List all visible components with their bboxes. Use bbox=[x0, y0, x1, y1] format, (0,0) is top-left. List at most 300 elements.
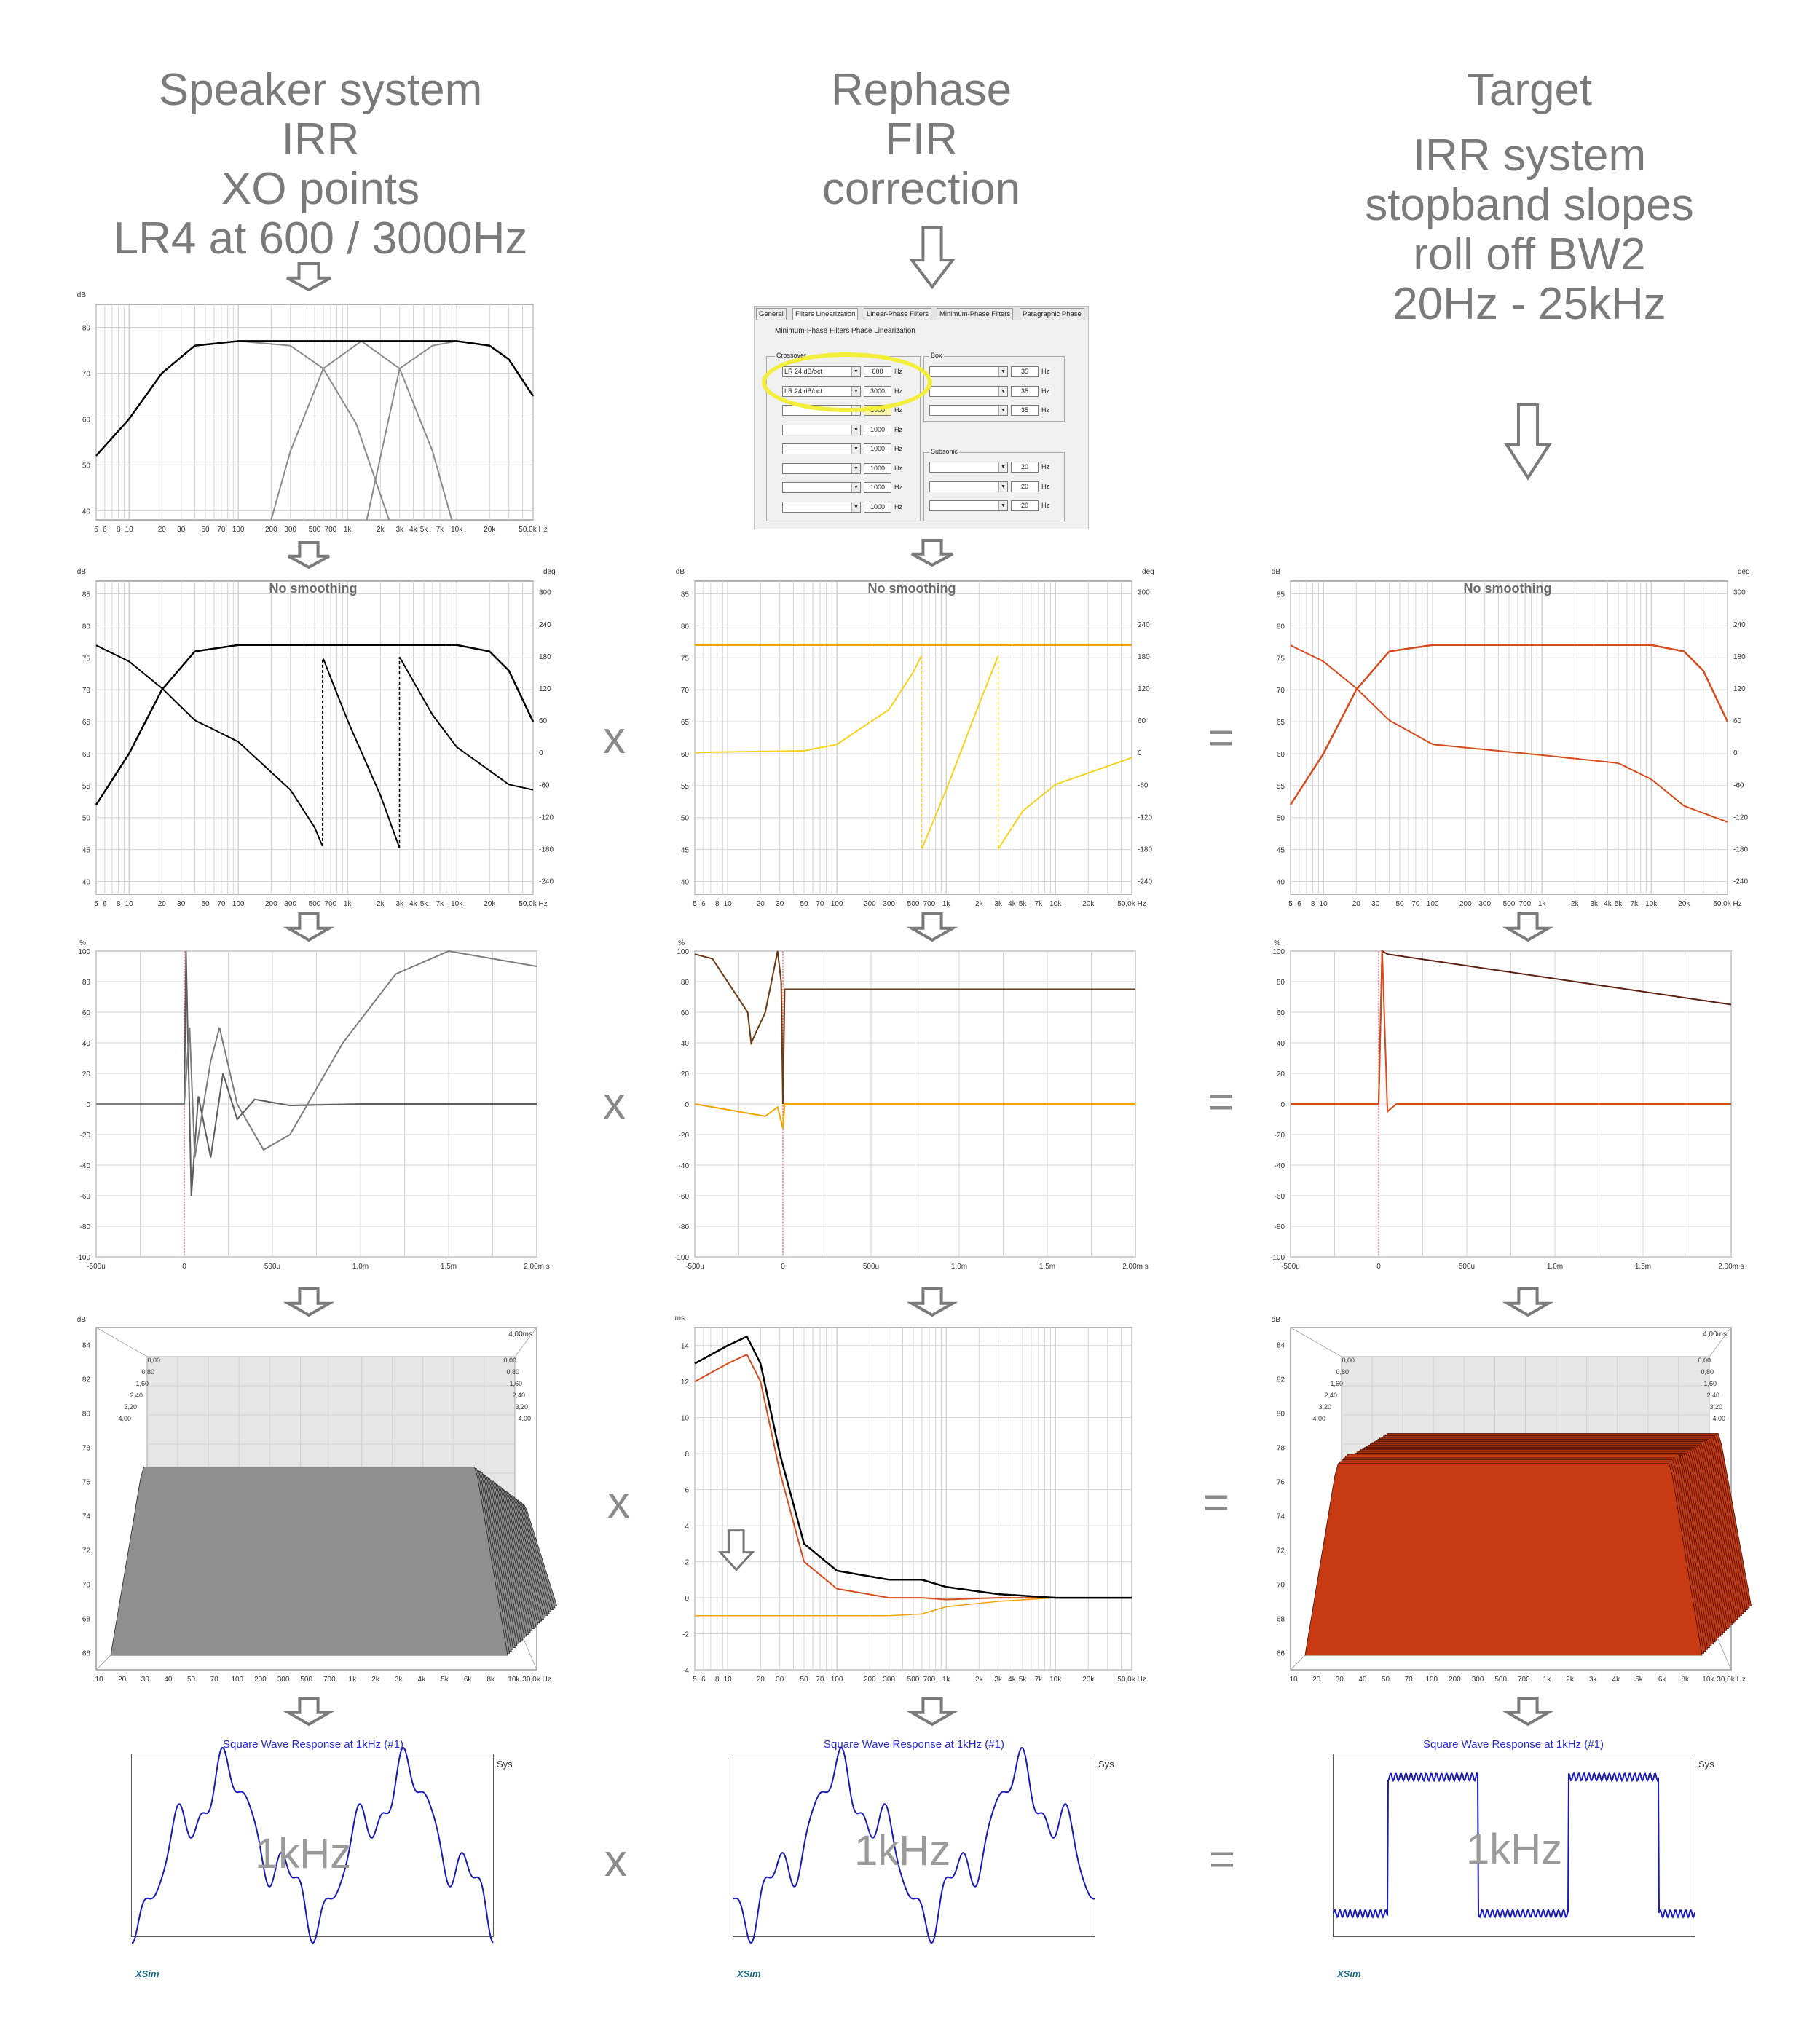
x-tick-label: 2k bbox=[377, 900, 385, 908]
x-tick-label: 500 bbox=[907, 900, 920, 908]
subsonic-row-type-select[interactable] bbox=[929, 500, 1008, 511]
y-tick-label: 60 bbox=[1276, 750, 1285, 759]
csd-right-time: 3,20 bbox=[515, 1403, 528, 1411]
y-tick-label: 6 bbox=[685, 1486, 689, 1495]
x-tick-label: 20k bbox=[484, 526, 496, 534]
y-tick-label: 84 bbox=[82, 1341, 90, 1350]
y-tick-label: 0 bbox=[1280, 1101, 1285, 1109]
x-tick-label: 30,0k Hz bbox=[522, 1676, 551, 1684]
x-tick-label: 2,00m s bbox=[1718, 1263, 1744, 1271]
x-tick-label: -500u bbox=[1281, 1263, 1300, 1271]
chart-speaker-mag-phase bbox=[73, 568, 554, 914]
x-tick-label: 2,00m s bbox=[524, 1263, 550, 1271]
y-tick-label: 60 bbox=[680, 1009, 689, 1017]
y2-tick-label: -120 bbox=[539, 813, 554, 822]
down-arrow-icon bbox=[912, 540, 953, 565]
x-tick-label: 40 bbox=[164, 1676, 173, 1684]
x-tick-label: 6 bbox=[103, 526, 107, 534]
y-tick-label: 66 bbox=[82, 1649, 90, 1658]
x-tick-label: 500u bbox=[862, 1263, 880, 1271]
y2-axis-label: deg bbox=[1142, 568, 1154, 576]
x-tick-label: 50,0k Hz bbox=[519, 526, 548, 534]
x-tick-label: 70 bbox=[217, 526, 226, 534]
times-operator: x bbox=[603, 713, 626, 763]
csd-left-time: 4,00 bbox=[1312, 1415, 1325, 1422]
y-tick-label: -20 bbox=[79, 1132, 90, 1140]
crossover-row-frequency-input[interactable]: 600 bbox=[864, 366, 891, 377]
y-tick-label: 45 bbox=[680, 846, 689, 855]
chevron-down-icon[interactable]: ▼ bbox=[851, 444, 860, 454]
chart-rephase-group-delay bbox=[671, 1314, 1152, 1693]
down-arrow-icon bbox=[288, 1698, 329, 1724]
y-tick-label: 60 bbox=[680, 750, 689, 759]
y-tick-label: 70 bbox=[82, 1581, 90, 1590]
x-tick-label: 700 bbox=[1518, 900, 1532, 908]
y2-tick-label: 300 bbox=[1138, 588, 1150, 597]
x-tick-label: 1,0m bbox=[352, 1263, 369, 1271]
y-tick-label: -40 bbox=[1274, 1162, 1285, 1170]
y-tick-label: 100 bbox=[677, 948, 689, 956]
y-tick-label: 80 bbox=[680, 979, 689, 987]
y-tick-label: -100 bbox=[75, 1254, 90, 1262]
x-tick-label: 30 bbox=[776, 1676, 784, 1684]
tab-paragraphic-phase[interactable]: Paragraphic Phase bbox=[1020, 308, 1084, 320]
smoothing-label: No smoothing bbox=[1463, 581, 1552, 596]
x-tick-label: 100 bbox=[232, 526, 245, 534]
header-line: LR4 at 600 / 3000Hz bbox=[113, 213, 528, 264]
y-tick-label: -80 bbox=[678, 1223, 689, 1231]
x-tick-label: 70 bbox=[1404, 1676, 1413, 1684]
box-row-type-select[interactable] bbox=[929, 366, 1008, 377]
xsim-brand: XSim bbox=[737, 1968, 761, 1979]
chart-target-csd bbox=[1267, 1314, 1748, 1693]
y2-tick-label: -120 bbox=[1138, 813, 1153, 822]
y2-tick-label: -180 bbox=[1138, 845, 1153, 854]
x-tick-label: 70 bbox=[210, 1676, 218, 1684]
y2-tick-label: -240 bbox=[1733, 877, 1749, 886]
crossover-row-frequency-input[interactable]: 1000 bbox=[864, 463, 891, 474]
csd-slice bbox=[111, 1467, 508, 1656]
x-tick-label: 20k bbox=[484, 900, 496, 908]
crossover-row-frequency-input[interactable]: 1000 bbox=[864, 405, 891, 416]
y-tick-label: 50 bbox=[1276, 814, 1285, 823]
x-tick-label: 300 bbox=[1478, 900, 1492, 908]
x-tick-label: 3k bbox=[394, 1676, 403, 1684]
chevron-down-icon[interactable]: ▼ bbox=[851, 425, 860, 435]
y-tick-label: 2 bbox=[685, 1558, 689, 1567]
csd-right-time: 3,20 bbox=[1709, 1403, 1722, 1411]
x-tick-label: 1,5m bbox=[1634, 1263, 1652, 1271]
header-target bbox=[1253, 66, 1806, 329]
x-tick-label: 200 bbox=[1459, 900, 1472, 908]
chevron-down-icon[interactable]: ▼ bbox=[851, 464, 860, 473]
csd-slice bbox=[1305, 1464, 1702, 1655]
x-tick-label: 8 bbox=[1310, 900, 1315, 908]
y-tick-label: -40 bbox=[678, 1162, 689, 1170]
y-tick-label: 70 bbox=[680, 687, 689, 695]
x-tick-label: 700 bbox=[324, 900, 337, 908]
x-tick-label: 1,5m bbox=[440, 1263, 457, 1271]
y2-tick-label: 60 bbox=[1138, 717, 1146, 726]
y-axis-label: dB bbox=[76, 568, 86, 576]
x-tick-label: 10k bbox=[508, 1676, 520, 1684]
x-tick-label: 4k bbox=[409, 526, 417, 534]
x-tick-label: 6k bbox=[463, 1676, 472, 1684]
y-tick-label: -20 bbox=[1274, 1132, 1285, 1140]
header-line: XO points bbox=[221, 164, 420, 214]
csd-right-time: 2,40 bbox=[512, 1392, 525, 1399]
header-line: FIR bbox=[885, 114, 958, 165]
x-tick-label: 2,00m s bbox=[1122, 1263, 1149, 1271]
box-row-frequency-input[interactable]: 35 bbox=[1011, 366, 1039, 377]
y-tick-label: -100 bbox=[674, 1254, 689, 1262]
csd-left-time: 0,80 bbox=[141, 1368, 154, 1376]
crossover-row-type-select[interactable] bbox=[782, 425, 861, 435]
y2-tick-label: 180 bbox=[1733, 652, 1746, 661]
hz-unit-label: Hz bbox=[894, 464, 902, 472]
x-tick-label: 50,0k Hz bbox=[1117, 1676, 1146, 1684]
chart-speaker-csd bbox=[73, 1314, 554, 1693]
chevron-down-icon[interactable]: ▼ bbox=[851, 406, 860, 415]
hz-unit-label: Hz bbox=[894, 368, 902, 375]
times-operator: x bbox=[607, 1478, 630, 1528]
csd-time-label: 4,00ms bbox=[508, 1330, 532, 1338]
x-tick-label: 30,0k Hz bbox=[1717, 1676, 1746, 1684]
chevron-down-icon[interactable]: ▼ bbox=[851, 367, 860, 376]
csd-right-time: 0,00 bbox=[503, 1357, 516, 1364]
chart-target-mag-phase bbox=[1267, 568, 1748, 914]
legend-sys: Sys bbox=[497, 1759, 513, 1770]
y-tick-label: 80 bbox=[82, 324, 90, 333]
y2-tick-label: 0 bbox=[1138, 749, 1142, 758]
y-tick-label: 65 bbox=[82, 719, 90, 727]
x-tick-label: 5k bbox=[419, 900, 428, 908]
x-tick-label: 100 bbox=[231, 1676, 244, 1684]
x-tick-label: 100 bbox=[830, 900, 843, 908]
x-tick-label: 500 bbox=[907, 1676, 920, 1684]
header-line: Rephase bbox=[830, 65, 1012, 115]
x-tick-label: 700 bbox=[323, 1676, 336, 1684]
square-title: Square Wave Response at 1kHz (#1) bbox=[824, 1738, 1004, 1751]
csd-right-time: 4,00 bbox=[1712, 1415, 1725, 1422]
y-tick-label: 20 bbox=[82, 1070, 90, 1078]
y-axis-label: dB bbox=[1271, 568, 1280, 576]
y-tick-label: 100 bbox=[1272, 948, 1285, 956]
down-arrow-icon bbox=[1508, 914, 1548, 940]
y-tick-label: 60 bbox=[82, 750, 90, 759]
crossover-row-type-select[interactable] bbox=[782, 443, 861, 454]
chevron-down-icon[interactable]: ▼ bbox=[851, 483, 860, 492]
subsonic-row-frequency-input[interactable]: 20 bbox=[1011, 481, 1039, 492]
legend-sys: Sys bbox=[1698, 1759, 1714, 1770]
x-tick-label: 5k bbox=[1018, 900, 1027, 908]
y-tick-label: 72 bbox=[1276, 1547, 1285, 1555]
down-arrow-icon bbox=[912, 1289, 953, 1315]
x-tick-label: 0 bbox=[182, 1263, 186, 1271]
x-tick-label: 300 bbox=[883, 1676, 896, 1684]
chevron-down-icon[interactable]: ▼ bbox=[851, 502, 860, 512]
x-tick-label: 5 bbox=[94, 526, 98, 534]
square-freq-label: 1kHz bbox=[1466, 1826, 1563, 1873]
y-tick-label: -40 bbox=[79, 1162, 90, 1170]
y-tick-label: 20 bbox=[680, 1070, 689, 1078]
y-tick-label: 78 bbox=[1276, 1444, 1285, 1453]
x-tick-label: 200 bbox=[264, 900, 277, 908]
x-tick-label: 100 bbox=[830, 1676, 843, 1684]
header-line: roll off BW2 bbox=[1413, 229, 1646, 280]
x-tick-label: 2k bbox=[371, 1676, 379, 1684]
x-tick-label: -500u bbox=[685, 1263, 704, 1271]
subsonic-row-frequency-input[interactable]: 20 bbox=[1011, 462, 1039, 473]
chevron-down-icon[interactable]: ▼ bbox=[998, 482, 1007, 492]
csd-time-label: 4,00ms bbox=[1703, 1330, 1727, 1338]
y-tick-label: 50 bbox=[680, 814, 689, 823]
x-tick-label: 300 bbox=[883, 900, 896, 908]
y-tick-label: 80 bbox=[1276, 979, 1285, 987]
x-tick-label: 6 bbox=[701, 1676, 706, 1684]
chart-rephase-step-impulse bbox=[671, 939, 1152, 1282]
x-tick-label: 0 bbox=[1376, 1263, 1381, 1271]
x-tick-label: 3k bbox=[994, 1676, 1003, 1684]
smoothing-label: No smoothing bbox=[269, 581, 358, 596]
x-tick-label: 10 bbox=[723, 900, 732, 908]
header-line: IRR bbox=[281, 114, 360, 165]
x-tick-label: 2k bbox=[975, 900, 983, 908]
hz-unit-label: Hz bbox=[894, 484, 902, 491]
x-tick-label: 4k bbox=[1008, 1676, 1016, 1684]
y-tick-label: 80 bbox=[680, 623, 689, 631]
square-freq-label: 1kHz bbox=[255, 1830, 352, 1877]
x-tick-label: 50 bbox=[201, 900, 210, 908]
y2-axis-label: deg bbox=[543, 568, 556, 576]
y-tick-label: 75 bbox=[680, 655, 689, 663]
y-tick-label: 68 bbox=[1276, 1615, 1285, 1624]
x-tick-label: -500u bbox=[87, 1263, 106, 1271]
box-row-type-select[interactable] bbox=[929, 386, 1008, 397]
down-arrow-icon bbox=[287, 264, 331, 290]
hz-unit-label: Hz bbox=[1041, 406, 1049, 414]
crossover-row-frequency-input[interactable]: 1000 bbox=[864, 425, 891, 435]
x-tick-label: 10 bbox=[95, 1676, 103, 1684]
y2-tick-label: 0 bbox=[539, 749, 543, 758]
x-tick-label: 20k bbox=[1082, 1676, 1095, 1684]
x-tick-label: 1k bbox=[1537, 900, 1546, 908]
y2-tick-label: 240 bbox=[1733, 620, 1746, 629]
csd-right-time: 2,40 bbox=[1706, 1392, 1719, 1399]
x-tick-label: 4k bbox=[1604, 900, 1612, 908]
x-tick-label: 100 bbox=[1426, 900, 1439, 908]
x-tick-label: 7k bbox=[1034, 1676, 1043, 1684]
y-tick-label: 14 bbox=[680, 1342, 689, 1351]
x-tick-label: 300 bbox=[284, 900, 297, 908]
x-tick-label: 1k bbox=[1543, 1676, 1551, 1684]
y2-tick-label: 300 bbox=[1733, 588, 1746, 597]
x-tick-label: 10 bbox=[125, 900, 133, 908]
y-tick-label: -80 bbox=[1274, 1223, 1285, 1231]
subsonic-row-frequency-input[interactable]: 20 bbox=[1011, 500, 1039, 511]
x-tick-label: 30 bbox=[141, 1676, 149, 1684]
y2-axis-label: deg bbox=[1738, 568, 1750, 576]
x-tick-label: 50 bbox=[800, 900, 808, 908]
x-tick-label: 50 bbox=[1395, 900, 1404, 908]
rephase-tab-bar bbox=[755, 307, 1088, 320]
header-line: correction bbox=[822, 164, 1021, 214]
chevron-down-icon[interactable]: ▼ bbox=[998, 406, 1007, 415]
csd-left-time: 1,60 bbox=[1330, 1380, 1343, 1387]
y2-tick-label: -120 bbox=[1733, 813, 1749, 822]
down-arrow-icon bbox=[288, 543, 329, 567]
x-tick-label: 7k bbox=[1630, 900, 1639, 908]
y-axis-label: dB bbox=[76, 291, 86, 299]
equals-operator: = bbox=[1209, 1834, 1236, 1885]
y-tick-label: 78 bbox=[82, 1444, 90, 1453]
subsonic-row-type-select[interactable] bbox=[929, 462, 1008, 473]
x-tick-label: 8k bbox=[1681, 1676, 1690, 1684]
y-tick-label: 85 bbox=[680, 591, 689, 599]
y-tick-label: 60 bbox=[82, 1009, 90, 1017]
x-tick-label: 200 bbox=[863, 900, 876, 908]
crossover-row-type-select[interactable] bbox=[782, 482, 861, 493]
crossover-row-frequency-input[interactable]: 1000 bbox=[864, 482, 891, 493]
x-tick-label: 1k bbox=[348, 1676, 357, 1684]
y-tick-label: 85 bbox=[1276, 591, 1285, 599]
y-tick-label: -20 bbox=[678, 1132, 689, 1140]
chart-speaker-xo bbox=[73, 291, 554, 539]
legend-sys: Sys bbox=[1098, 1759, 1114, 1770]
equals-operator: = bbox=[1203, 1478, 1230, 1528]
x-tick-label: 40 bbox=[1358, 1676, 1367, 1684]
x-tick-label: 30 bbox=[1371, 900, 1380, 908]
x-tick-label: 50 bbox=[800, 1676, 808, 1684]
box-row-frequency-input[interactable]: 35 bbox=[1011, 386, 1039, 397]
subsonic-row-type-select[interactable] bbox=[929, 481, 1008, 492]
crossover-row-frequency-input[interactable]: 1000 bbox=[864, 443, 891, 454]
csd-left-time: 1,60 bbox=[135, 1380, 149, 1387]
tab-minimum-phase-filters[interactable]: Minimum-Phase Filters bbox=[937, 308, 1013, 320]
chevron-down-icon[interactable]: ▼ bbox=[851, 387, 860, 396]
crossover-row-frequency-input[interactable]: 3000 bbox=[864, 386, 891, 397]
csd-left-time: 3,20 bbox=[1318, 1403, 1331, 1411]
x-tick-label: 500u bbox=[1458, 1263, 1476, 1271]
crossover-row-type-select[interactable] bbox=[782, 463, 861, 474]
rephase-window bbox=[754, 306, 1089, 529]
tab-general[interactable]: General bbox=[756, 308, 787, 320]
y-tick-label: 20 bbox=[1276, 1070, 1285, 1078]
x-tick-label: 1k bbox=[942, 900, 950, 908]
y-tick-label: 65 bbox=[680, 719, 689, 727]
crossover-row-type-select[interactable] bbox=[782, 502, 861, 513]
x-tick-label: 20k bbox=[1678, 900, 1690, 908]
x-tick-label: 3k bbox=[1590, 900, 1599, 908]
y2-tick-label: 240 bbox=[539, 620, 551, 629]
y-tick-label: 40 bbox=[680, 1040, 689, 1048]
y-tick-label: 0 bbox=[685, 1595, 689, 1604]
y-tick-label: 12 bbox=[680, 1379, 689, 1387]
y-tick-label: -60 bbox=[678, 1193, 689, 1201]
y-tick-label: 80 bbox=[82, 1410, 90, 1419]
x-tick-label: 700 bbox=[1517, 1676, 1530, 1684]
y-axis-label: ms bbox=[674, 1314, 685, 1322]
y-tick-label: 74 bbox=[1276, 1513, 1285, 1521]
xsim-brand: XSim bbox=[135, 1968, 159, 1979]
y-tick-label: 40 bbox=[82, 1040, 90, 1048]
highlight-circle bbox=[762, 352, 932, 412]
x-tick-label: 10 bbox=[723, 1676, 732, 1684]
hz-unit-label: Hz bbox=[1041, 502, 1049, 509]
y-tick-label: 75 bbox=[82, 655, 90, 663]
x-tick-label: 10k bbox=[451, 526, 463, 534]
x-tick-label: 5k bbox=[441, 1676, 449, 1684]
x-tick-label: 500 bbox=[300, 1676, 313, 1684]
y2-tick-label: 120 bbox=[1733, 685, 1746, 694]
x-tick-label: 200 bbox=[1449, 1676, 1461, 1684]
csd-left-time: 2,40 bbox=[1324, 1392, 1337, 1399]
chevron-down-icon[interactable]: ▼ bbox=[998, 462, 1007, 472]
x-tick-label: 5k bbox=[1614, 900, 1623, 908]
x-tick-label: 10k bbox=[1702, 1676, 1714, 1684]
crossover-row-type-select[interactable]: LR 24 dB/oct ▼ bbox=[782, 366, 861, 377]
chevron-down-icon[interactable]: ▼ bbox=[998, 501, 1007, 510]
x-tick-label: 2k bbox=[1566, 1676, 1574, 1684]
down-arrow-icon bbox=[1508, 1289, 1548, 1315]
x-tick-label: 50 bbox=[1381, 1676, 1390, 1684]
x-tick-label: 700 bbox=[324, 526, 337, 534]
x-tick-label: 3k bbox=[1588, 1676, 1597, 1684]
y-tick-label: 55 bbox=[680, 782, 689, 791]
x-tick-label: 50 bbox=[201, 526, 210, 534]
y2-tick-label: 180 bbox=[1138, 652, 1150, 661]
y-tick-label: 0 bbox=[86, 1101, 90, 1109]
y-tick-label: 100 bbox=[78, 948, 90, 956]
x-tick-label: 5 bbox=[693, 900, 697, 908]
csd-right-time: 4,00 bbox=[518, 1415, 531, 1422]
y-tick-label: 80 bbox=[1276, 1410, 1285, 1419]
tab-linear-phase-filters[interactable]: Linear-Phase Filters bbox=[864, 308, 931, 320]
x-tick-label: 300 bbox=[1471, 1676, 1484, 1684]
y2-tick-label: -180 bbox=[539, 845, 554, 854]
y-tick-label: -100 bbox=[1269, 1254, 1285, 1262]
chevron-down-icon[interactable]: ▼ bbox=[998, 387, 1007, 396]
x-tick-label: 500 bbox=[308, 526, 321, 534]
crossover-row-type-select[interactable]: LR 24 dB/oct ▼ bbox=[782, 386, 861, 397]
y-tick-label: 45 bbox=[1276, 846, 1285, 855]
y-tick-label: 76 bbox=[1276, 1478, 1285, 1487]
y-tick-label: 8 bbox=[685, 1451, 689, 1459]
smoothing-label: No smoothing bbox=[867, 581, 956, 596]
down-arrow-icon bbox=[1508, 1698, 1548, 1724]
csd-right-time: 0,80 bbox=[1701, 1368, 1714, 1376]
y-tick-label: 70 bbox=[82, 370, 90, 379]
x-tick-label: 4k bbox=[417, 1676, 426, 1684]
x-tick-label: 10k bbox=[1049, 1676, 1062, 1684]
y2-tick-label: -240 bbox=[539, 877, 554, 886]
chart-target-step-impulse bbox=[1267, 939, 1748, 1282]
hz-unit-label: Hz bbox=[894, 445, 902, 452]
y-tick-label: 85 bbox=[82, 591, 90, 599]
box-row-type-select[interactable] bbox=[929, 405, 1008, 416]
csd-left-time: 4,00 bbox=[118, 1415, 131, 1422]
csd-left-time: 3,20 bbox=[124, 1403, 137, 1411]
y2-tick-label: 0 bbox=[1733, 749, 1738, 758]
x-tick-label: 8 bbox=[116, 900, 121, 908]
chevron-down-icon[interactable]: ▼ bbox=[998, 367, 1007, 376]
y-tick-label: 4 bbox=[685, 1523, 689, 1531]
crossover-row-frequency-input[interactable]: 1000 bbox=[864, 502, 891, 513]
box-row-frequency-input[interactable]: 35 bbox=[1011, 405, 1039, 416]
square-freq-label: 1kHz bbox=[854, 1827, 951, 1874]
tab-filters-linearization[interactable]: Filters Linearization bbox=[792, 308, 858, 320]
header-line: stopband slopes bbox=[1365, 180, 1694, 230]
